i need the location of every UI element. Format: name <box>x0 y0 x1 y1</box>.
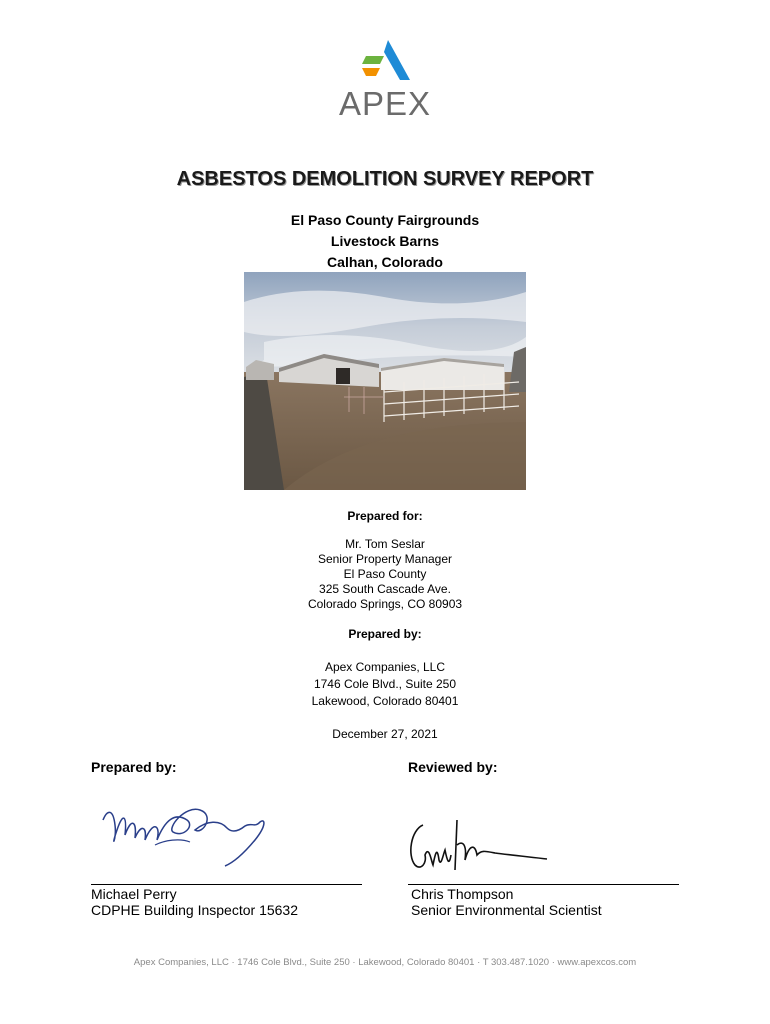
reviewed-by-label: Reviewed by: <box>408 759 498 775</box>
apex-logo <box>335 40 435 122</box>
prepared-for-label: Prepared for: <box>347 509 423 523</box>
prepared-for-line: El Paso County <box>343 567 427 581</box>
prepared-for-line: Senior Property Manager <box>317 552 453 566</box>
prepared-for-line: Colorado Springs, CO 80903 <box>307 597 463 611</box>
site-photo <box>244 272 526 490</box>
subtitle-site: El Paso County Fairgrounds <box>290 212 480 228</box>
signature-chris-thompson <box>405 815 555 875</box>
subtitle-building: Livestock Barns <box>330 233 440 249</box>
page-footer: Apex Companies, LLC · 1746 Cole Blvd., Suite 250 · Lakewood, Colorado 80401 · T 303.487.1020 · www.apexcos.com <box>133 957 637 968</box>
preparer-name: Michael Perry <box>91 886 177 902</box>
reviewer-title: Senior Environmental Scientist <box>411 902 602 918</box>
prepared-by-company-line: Apex Companies, LLC <box>324 660 446 674</box>
signature-line-left <box>91 884 362 885</box>
prepared-by-company-line: Lakewood, Colorado 80401 <box>311 694 459 708</box>
prepared-by-company-label: Prepared by: <box>348 627 422 641</box>
reviewer-name: Chris Thompson <box>411 886 514 902</box>
preparer-title: CDPHE Building Inspector 15632 <box>91 902 299 918</box>
prepared-for-line: 325 South Cascade Ave. <box>319 582 451 596</box>
signature-line-right <box>408 884 679 885</box>
apex-logo-mark-icon <box>360 40 410 84</box>
prepared-by-label: Prepared by: <box>91 759 177 775</box>
report-date: December 27, 2021 <box>332 727 438 741</box>
prepared-for-line: Mr. Tom Seslar <box>345 537 425 551</box>
signature-michael-perry <box>95 790 275 870</box>
subtitle-location: Calhan, Colorado <box>327 254 443 270</box>
report-title: ASBESTOS DEMOLITION SURVEY REPORT <box>176 168 594 190</box>
prepared-by-company-line: 1746 Cole Blvd., Suite 250 <box>313 677 457 691</box>
apex-logo-text: APEX <box>338 85 432 122</box>
